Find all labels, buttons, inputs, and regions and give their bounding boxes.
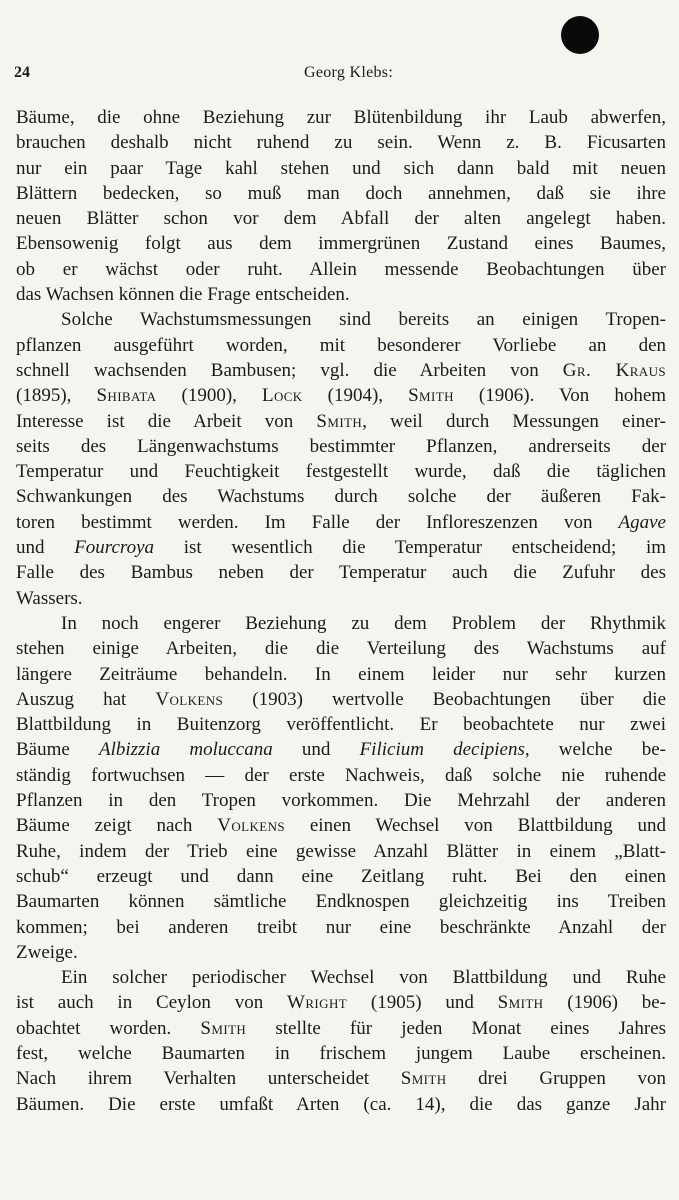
taxon-name: Fourcroya [74, 537, 155, 559]
text-segment: Bäumen. Die erste umfaßt Arten (ca. 14), die das ganze Jahr [16, 1093, 666, 1115]
text-segment: Bäume zeigt nach [16, 815, 218, 837]
text-line [16, 940, 666, 965]
text-segment: Schwankungen des Wachstums durch solche der äußeren Fak- [16, 486, 666, 508]
text-line [16, 586, 666, 611]
author-name: Lock [261, 385, 303, 407]
text-line [16, 535, 666, 560]
ink-blot [561, 16, 599, 54]
text-segment: , welche be- [524, 739, 666, 761]
text-line [16, 257, 666, 282]
text-line [16, 282, 666, 307]
text-segment: und [16, 537, 75, 559]
text-segment: und [272, 739, 360, 761]
text-segment: Bäume [16, 739, 99, 761]
text-line [16, 1092, 666, 1117]
text-line [16, 156, 666, 181]
text-line [16, 409, 666, 434]
text-line [16, 510, 666, 535]
text-segment: Ebensowenig folgt aus dem immergrünen Zustand eines Baumes, [16, 233, 666, 255]
author-name: Wright [287, 992, 348, 1014]
taxon-name: Albizzia moluccana [98, 739, 273, 761]
text-segment: pflanzen ausgeführt worden, mit besonderer Vorliebe an den [16, 334, 666, 356]
text-segment: obachtet worden. [16, 1017, 201, 1039]
text-line [16, 307, 666, 332]
text-line [16, 788, 666, 813]
text-segment: Wassers. [16, 587, 83, 609]
text-line [16, 1041, 666, 1066]
text-segment: Bäume, die ohne Beziehung zur Blütenbildung ihr Laub abwerfen, [16, 107, 666, 128]
taxon-name: Filicium decipiens [359, 739, 525, 761]
text-segment: längere Zeiträume behandeln. In einem leider nur sehr kurzen [16, 663, 666, 685]
author-name: Volkens [217, 815, 286, 837]
author-name: Smith [400, 1068, 447, 1090]
text-segment: ist wesentlich die Temperatur entscheidend; im [154, 537, 666, 559]
text-segment: Solche Wachstumsmessungen sind bereits an einigen Tropen- [61, 309, 666, 331]
text-segment: Falle des Bambus neben der Temperatur auch die Zufuhr des [16, 562, 666, 584]
text-segment: (1895), [16, 385, 97, 407]
text-segment: (1906) be- [543, 992, 666, 1014]
text-segment: ist auch in Ceylon von [16, 992, 288, 1014]
text-line [16, 662, 666, 687]
text-line [16, 130, 666, 155]
text-segment: schub“ erzeugt und dann eine Zeitlang ruht. Bei den einen [16, 865, 666, 887]
text-segment: ständig fortwuchsen — der erste Nachweis, daß solche nie ruhende [16, 764, 666, 786]
text-line [16, 1016, 666, 1041]
text-line [16, 1066, 666, 1091]
text-segment: drei Gruppen von [446, 1068, 666, 1090]
text-line [16, 206, 666, 231]
taxon-name: Agave [618, 511, 666, 533]
text-line [16, 915, 666, 940]
author-name: Volkens [155, 688, 224, 710]
text-line [16, 965, 666, 990]
text-segment: kommen; bei anderen treibt nur eine beschränkte Anzahl der [16, 916, 666, 938]
text-segment: Ein solcher periodischer Wechsel von Blattbildung und Ruhe [61, 967, 666, 989]
text-segment: Pflanzen in den Tropen vorkommen. Die Mehrzahl der anderen [16, 790, 666, 812]
text-line [16, 611, 666, 636]
text-segment: Auszug hat [16, 688, 156, 710]
text-segment: Ruhe, indem der Trieb eine gewisse Anzahl Blätter in einem „Blatt- [16, 840, 666, 862]
text-segment: schnell wachsenden Bambusen; vgl. die Arbeiten von [16, 359, 563, 381]
text-segment: einen Wechsel von Blattbildung und [285, 815, 666, 837]
text-line [16, 181, 666, 206]
text-line [16, 763, 666, 788]
text-segment: Interesse ist die Arbeit von [16, 410, 317, 432]
text-line [16, 737, 666, 762]
text-segment: , weil durch Messungen einer- [362, 410, 666, 432]
text-line [16, 358, 666, 383]
text-segment: Nach ihrem Verhalten unterscheidet [16, 1068, 401, 1090]
body-text [16, 105, 666, 1117]
text-segment: seits des Längenwachstums bestimmter Pflanzen, andrerseits der [16, 435, 666, 457]
text-line [16, 484, 666, 509]
text-line [16, 459, 666, 484]
author-name: Smith [497, 992, 544, 1014]
text-segment: fest, welche Baumarten in frischem jungem Laube erscheinen. [16, 1042, 666, 1064]
text-line [16, 105, 666, 130]
text-line [16, 333, 666, 358]
author-name: Smith [200, 1017, 247, 1039]
text-segment: stehen einige Arbeiten, die die Verteilung des Wachstums auf [16, 638, 666, 660]
text-segment: Zweige. [16, 941, 78, 963]
text-segment: Baumarten können sämtliche Endknospen gleichzeitig ins Treiben [16, 891, 666, 913]
text-line [16, 434, 666, 459]
text-segment: In noch engerer Beziehung zu dem Problem der Rhythmik [61, 612, 666, 634]
page-header [14, 64, 664, 86]
text-line [16, 687, 666, 712]
text-line [16, 839, 666, 864]
text-segment: (1903) wertvolle Beobachtungen über die [223, 688, 666, 710]
text-segment: Blättern bedecken, so muß man doch annehmen, daß sie ihre [16, 182, 666, 204]
text-line [16, 864, 666, 889]
text-segment: (1900), [156, 385, 262, 407]
text-line [16, 990, 666, 1015]
author-name: Smith [408, 385, 454, 407]
running-head: Georg Klebs: [304, 64, 394, 81]
author-name: Gr. Kraus [562, 359, 666, 381]
text-segment: stellte für jeden Monat eines Jahres [246, 1017, 666, 1039]
text-line [16, 889, 666, 914]
text-line [16, 712, 666, 737]
text-segment: ob er wächst oder ruht. Allein messende Beobachtungen über [16, 258, 666, 280]
text-segment: Blattbildung in Buitenzorg veröffentlicht. Er beobachtete nur zwei [16, 714, 666, 736]
author-name: Shibata [96, 385, 157, 407]
text-line [16, 383, 666, 408]
text-segment: neuen Blätter schon vor dem Abfall der alten angelegt haben. [16, 208, 666, 230]
text-segment: Temperatur und Feuchtigkeit festgestellt wurde, daß die täglichen [16, 461, 666, 483]
text-line [16, 231, 666, 256]
text-line [16, 636, 666, 661]
text-line [16, 560, 666, 585]
page-number: 24 [14, 64, 30, 81]
text-segment: (1905) und [347, 992, 498, 1014]
author-name: Smith [316, 410, 363, 432]
text-segment: toren bestimmt werden. Im Falle der Infloreszenzen von [16, 511, 619, 533]
text-segment: (1904), [302, 385, 409, 407]
text-segment: das Wachsen können die Frage entscheiden. [16, 284, 350, 306]
text-line [16, 813, 666, 838]
text-segment: (1906). Von hohem [453, 385, 666, 407]
text-segment: nur ein paar Tage kahl stehen und sich dann bald mit neuen [16, 157, 666, 179]
text-segment: brauchen deshalb nicht ruhend zu sein. Wenn z. B. Ficusarten [16, 132, 666, 154]
